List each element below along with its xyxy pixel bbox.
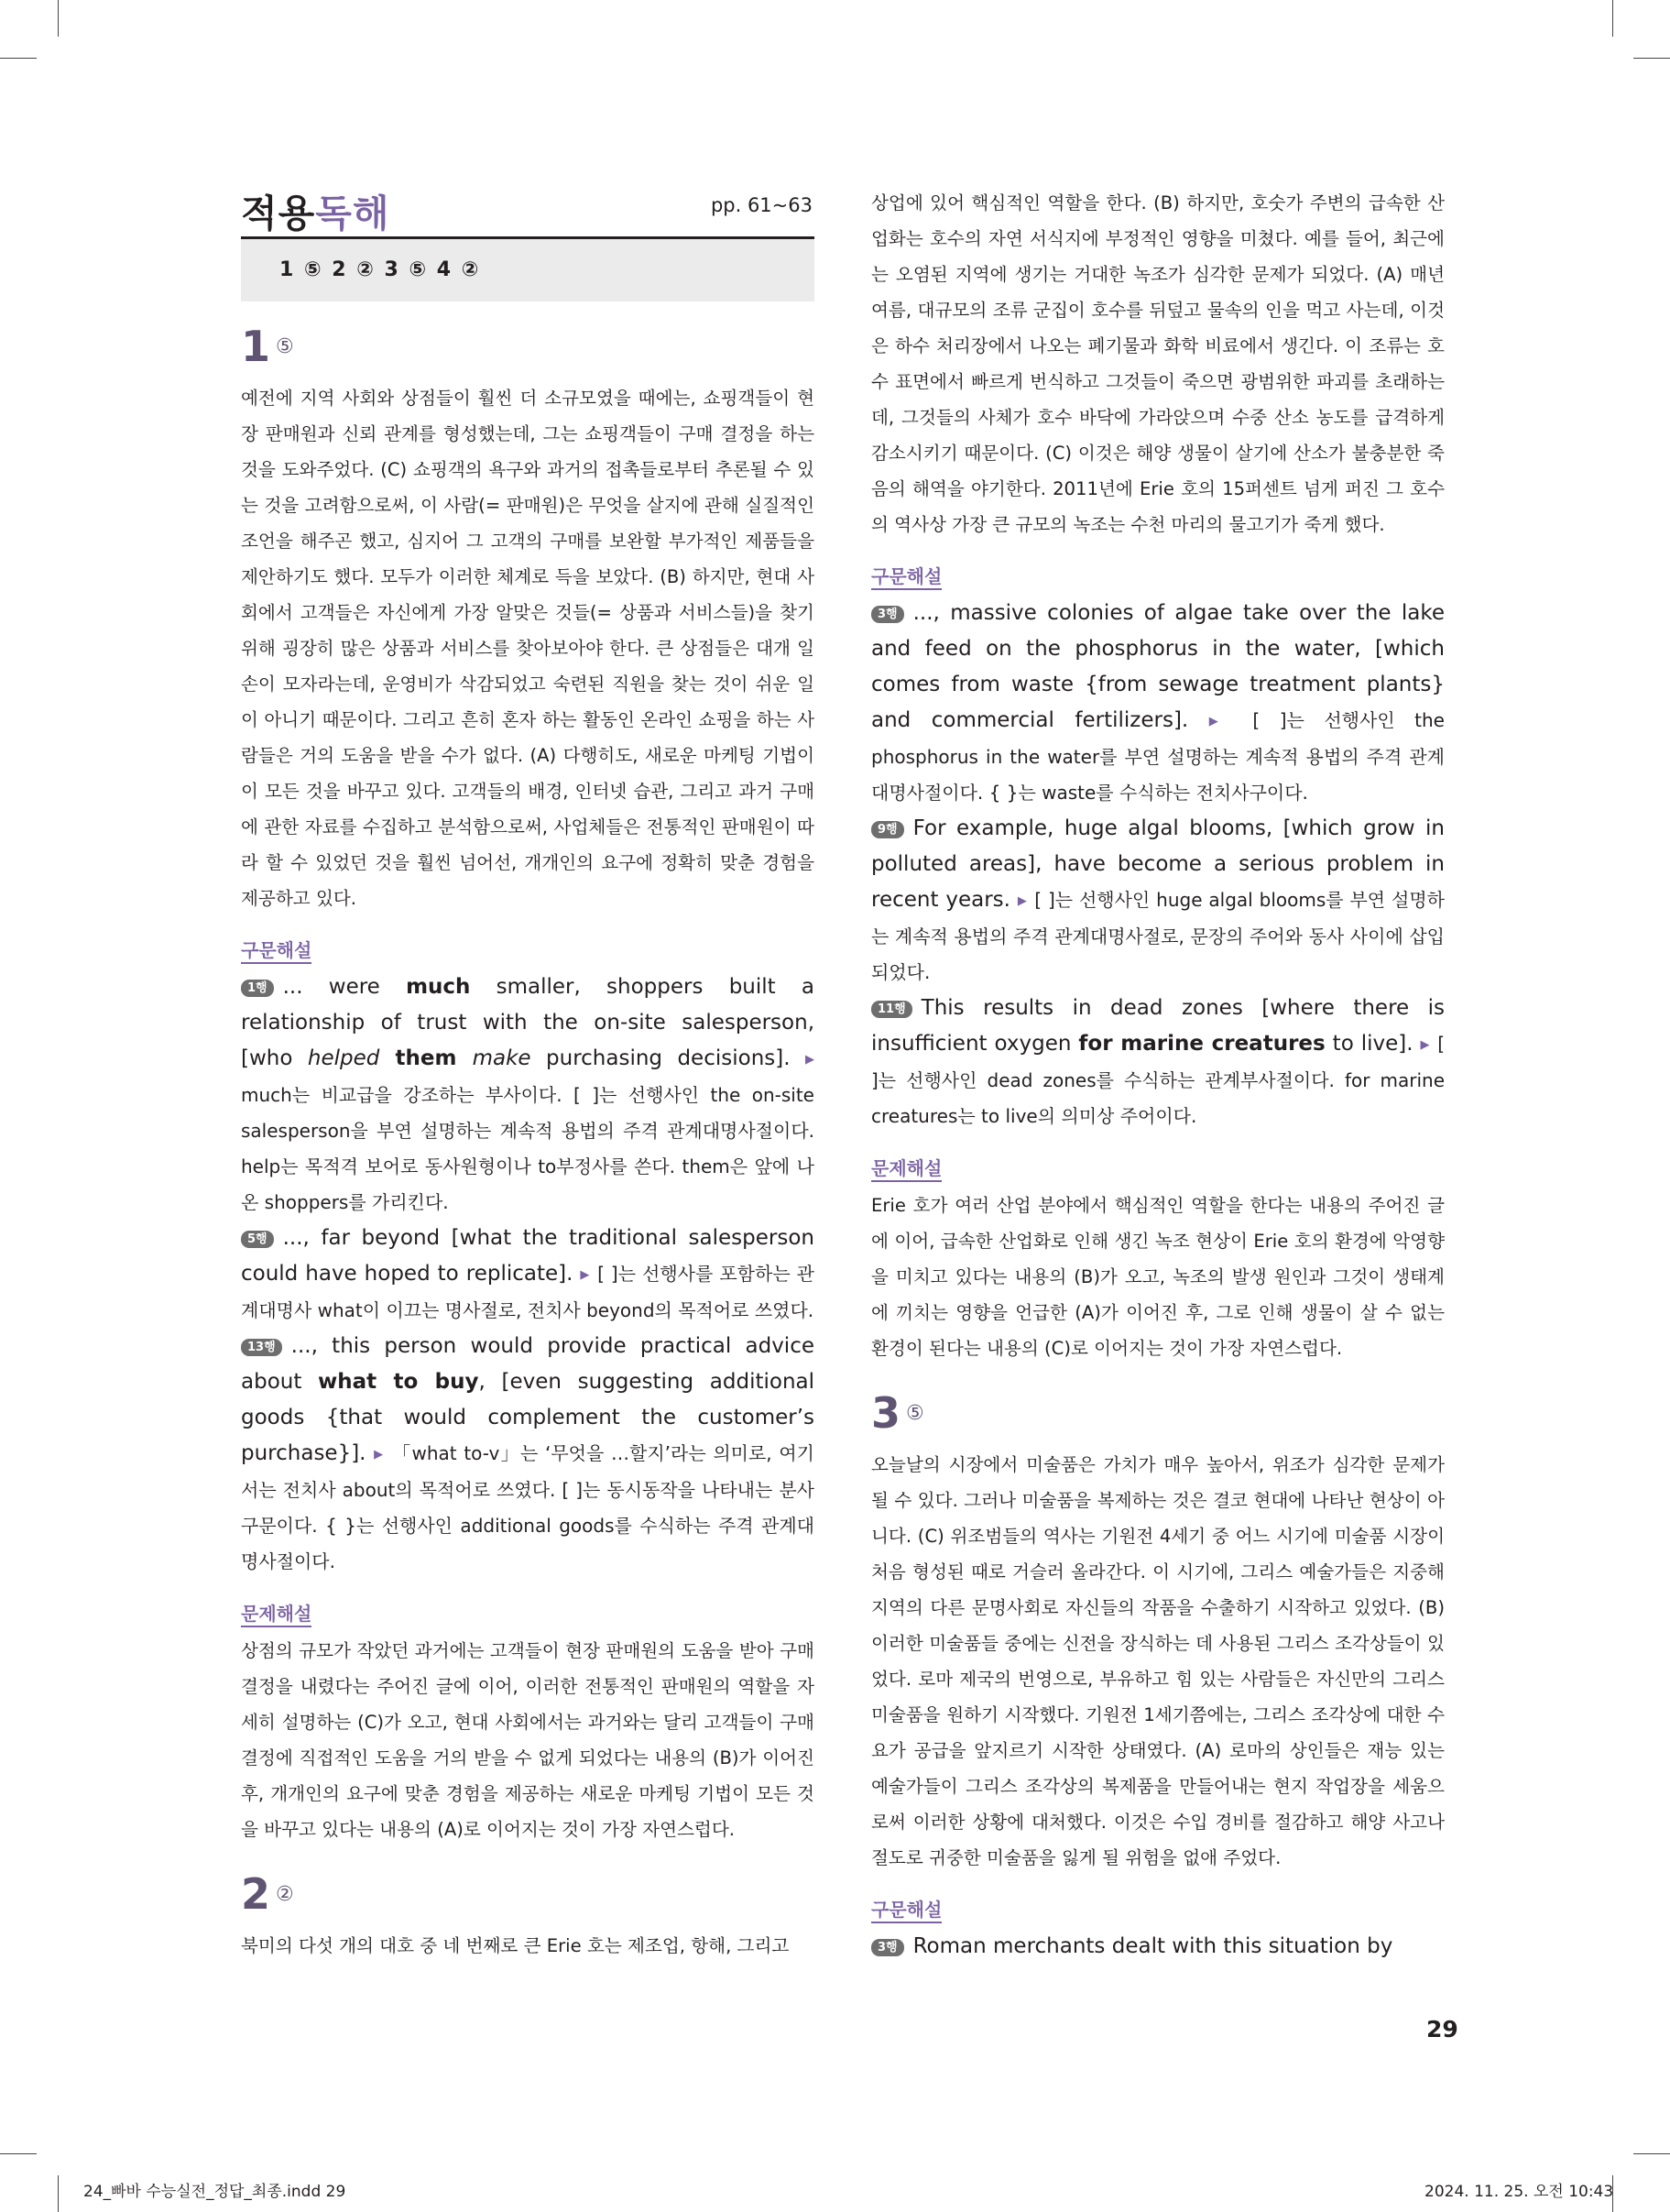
grammar-note: [ ]는 선행사인 the phosphorus in the water를 부연 설명하는 계속적 용법의 주격 관계대명사절이다. { }는 waste를 수식하는 전치사구이다. [871, 709, 1445, 804]
question-answer: ⑤ [906, 1401, 924, 1425]
line-tag: 1행 [241, 980, 274, 997]
solution-label: 문제해설 [871, 1156, 942, 1182]
section-header [241, 183, 814, 239]
triangle-icon: ▶ [580, 1268, 591, 1282]
q2-grammar-2 [871, 811, 1445, 991]
crop-mark [0, 58, 37, 59]
crop-mark [58, 2175, 59, 2212]
grammar-text: , [even suggesting additional goods {that would complement the customer’s purchase}]. [241, 1370, 815, 1465]
grammar-text: This results in dead zones [where there is insufficient oxygen [871, 996, 1445, 1056]
grammar-bold: what to buy [318, 1370, 479, 1394]
grammar-text: ... were [282, 975, 407, 999]
q1-grammar-2 [241, 1221, 814, 1329]
triangle-icon: ▶ [1208, 715, 1232, 728]
footer-timestamp: 2024. 11. 25. 오전 10:43 [1424, 2183, 1614, 2201]
triangle-icon: ▶ [374, 1448, 385, 1462]
title-part-1: 적용 [241, 192, 316, 235]
crop-mark [58, 0, 59, 37]
grammar-text: ..., massive colonies of algae take over the lake and feed on the phosphorus in the water, [which comes from waste {from sewage treatment plants} and commercial fertilizers]. [871, 601, 1445, 732]
page-number: 29 [1426, 2016, 1458, 2042]
grammar-label: 구문해설 [241, 938, 311, 964]
grammar-text: ..., far beyond [what the traditional salesperson could have hoped to replicate]. [241, 1226, 814, 1286]
grammar-text: ..., this person would provide practical advice about [241, 1334, 814, 1394]
footer-filename: 24_빠바 수능실전_정답_최종.indd 29 [83, 2183, 346, 2201]
question-3-header [871, 1388, 1445, 1438]
right-column [871, 183, 1445, 1965]
grammar-text: For example, huge algal blooms, [which grow in polluted areas], have become a serious problem in recent years. [871, 816, 1445, 912]
crop-mark [1612, 0, 1613, 37]
grammar-note: [ ]는 선행사인 huge algal blooms를 부연 설명하는 계속적 용법의 주격 관계대명사절로, 문장의 주어와 동사 사이에 삽입되었다. [871, 889, 1445, 983]
grammar-text: Roman merchants dealt with this situation by [912, 1934, 1393, 1958]
grammar-text: smaller, shoppers built a relationship of trust with the on-site salesperson, [who [241, 975, 814, 1070]
line-tag: 13행 [241, 1339, 282, 1356]
grammar-italic: helped [307, 1046, 380, 1070]
line-tag: 3행 [871, 606, 904, 623]
question-answer: ② [276, 1882, 294, 1906]
q2-translation-continued: 상업에 있어 핵심적인 역할을 한다. (B) 하지만, 호숫가 주변의 급속한 산업화는 호수의 자연 서식지에 부정적인 영향을 미쳤다. 예를 들어, 최근에는 오염된 지역에 생기는 거대한 녹조가 심각한 문제가 되었다. (A) 매년 여름, 대규모의 조류 군집이 호수를 뒤덮고 물속의 인을 먹고 사는데, 이것은 하수 처리장에서 나오는 폐기물과 화학 비료에서 생긴다. 이 조류는 호수 표면에서 빠르게 번식하고 그것들이 죽으면 광범위한 파괴를 초래하는데, 그것들의 사체가 호수 바닥에 가라앉으며 수중 산소 농도를 급격하게 감소시키기 때문이다. (C) 이것은 해양 생물이 살기에 산소가 불충분한 죽음의 해역을 야기한다. 2011년에 Erie 호의 15퍼센트 넘게 퍼진 그 호수의 역사상 가장 큰 규모의 녹조는 수천 마리의 물고기가 죽게 했다. [871, 192, 1445, 535]
line-tag: 9행 [871, 821, 904, 838]
q1-grammar-3 [241, 1329, 814, 1580]
solution-label: 문제해설 [241, 1602, 311, 1627]
section-title [241, 183, 389, 237]
q2-grammar-3 [871, 991, 1445, 1134]
line-tag: 3행 [871, 1939, 904, 1956]
grammar-note: [ ]는 선행사를 포함하는 관계대명사 what이 이끄는 명사절로, 전치사 beyond의 목적어로 쓰였다. [241, 1263, 814, 1321]
answer-key: 1 ⑤ 2 ② 3 ⑤ 4 ② [241, 239, 814, 301]
grammar-bold: them [379, 1046, 473, 1070]
crop-mark [1633, 2153, 1670, 2154]
grammar-note: [ ]는 선행사인 dead zones를 수식하는 관계부사절이다. for marine creatures는 to live의 의미상 주어이다. [871, 1033, 1446, 1127]
grammar-bold: much [406, 975, 471, 999]
crop-mark [1633, 58, 1670, 59]
grammar-label: 구문해설 [871, 1898, 942, 1923]
q1-solution: 상점의 규모가 작았던 과거에는 고객들이 현장 판매원의 도움을 받아 구매 결정을 내렸다는 주어진 글에 이어, 이러한 전통적인 판매원의 역할을 자세히 설명하는 (C)가 오고, 현대 사회에서는 과거와는 달리 고객들이 구매 결정에 직접적인 도움을 거의 받을 수 없게 되었다는 내용의 (B)가 이어진 후, 개개인의 요구에 맞춘 경험을 제공하는 새로운 마케팅 기법이 모든 것을 바꾸고 있다는 내용의 (A)로 이어지는 것이 가장 자연스럽다. [241, 1640, 814, 1840]
q3-translation: 오늘날의 시장에서 미술품은 가치가 매우 높아서, 위조가 심각한 문제가 될 수 있다. 그러나 미술품을 복제하는 것은 결코 현대에 나타난 현상이 아니다. (C) 위조범들의 역사는 기원전 4세기 중 어느 시기에 미술품 시장이 처음 형성된 때로 거슬러 올라간다. 이 시기에, 그리스 예술가들은 지중해 지역의 다른 문명사회로 자신들의 작품을 수출하기 시작하고 있었다. (B) 이러한 미술품들 중에는 신전을 장식하는 데 사용된 그리스 조각상들이 있었다. 로마 제국의 번영으로, 부유하고 힘 있는 사람들은 자신만의 그리스 미술품을 원하기 시작했다. 기원전 1세기쯤에는, 그리스 조각상에 대한 수요가 공급을 앞지르기 시작한 상태였다. (A) 로마의 상인들은 재능 있는 예술가들이 그리스 조각상의 복제품을 만들어내는 현지 작업장을 세움으로써 이러한 상황에 대처했다. 이것은 수입 경비를 절감하고 해양 사고나 절도로 귀중한 미술품을 잃게 될 위험을 없애 주었다. [871, 1454, 1445, 1868]
q1-translation: 예전에 지역 사회와 상점들이 훨씬 더 소규모였을 때에는, 쇼핑객들이 현장 판매원과 신뢰 관계를 형성했는데, 그는 쇼핑객들이 구매 결정을 하는 것을 도와주었다. (C) 쇼핑객의 욕구와 과거의 접촉들로부터 추론될 수 있는 것을 고려함으로써, 이 사람(= 판매원)은 무엇을 살지에 관해 실질적인 조언을 해주곤 했고, 심지어 그 고객의 구매를 보완할 부가적인 제품들을 제안하기도 했다. 모두가 이러한 체계로 득을 보았다. (B) 하지만, 현대 사회에서 고객들은 자신에게 가장 알맞은 것들(= 상품과 서비스들)을 찾기 위해 굉장히 많은 상품과 서비스를 찾아보아야 한다. 큰 상점들은 대개 일손이 모자라는데, 운영비가 삭감되었고 숙련된 직원을 찾는 것이 쉬운 일이 아니기 때문이다. 그리고 흔히 혼자 하는 활동인 온라인 쇼핑을 하는 사람들은 거의 도움을 받을 수가 없다. (A) 다행히도, 새로운 마케팅 기법이 이 모든 것을 바꾸고 있다. 고객들의 배경, 인터넷 습관, 그리고 과거 구매에 관한 자료를 수집하고 분석함으로써, 사업체들은 전통적인 판매원이 따라 할 수 있었던 것을 훨씬 넘어선, 개개인의 요구에 정확히 맞춘 경험을 제공하고 있다. [241, 388, 814, 909]
page-range: pp. 61~63 [710, 194, 813, 216]
q2-translation: 북미의 다섯 개의 대호 중 네 번째로 큰 Erie 호는 제조업, 항해, 그리고 [241, 1935, 790, 1956]
q1-grammar-1 [241, 969, 814, 1221]
question-answer: ⑤ [276, 334, 294, 358]
grammar-text: to live]. [1325, 1032, 1421, 1056]
q2-grammar-1 [871, 596, 1445, 811]
grammar-bold: for marine creatures [1078, 1032, 1326, 1056]
line-tag: 5행 [241, 1231, 274, 1248]
question-number: 2 [241, 1869, 271, 1919]
question-number: 3 [871, 1388, 901, 1438]
crop-mark [0, 2153, 37, 2154]
grammar-note: 「what to-v」는 ‘무엇을 …할지’라는 의미로, 여기서는 전치사 about의 목적어로 쓰였다. [ ]는 동시동작을 나타내는 분사구문이다. { }는 선행사인 additional goods를 수식하는 주격 관계대명사절이다. [241, 1442, 814, 1572]
line-tag: 11행 [871, 1001, 912, 1018]
grammar-text: purchasing decisions]. [530, 1046, 805, 1070]
q2-solution: Erie 호가 여러 산업 분야에서 핵심적인 역할을 한다는 내용의 주어진 글에 이어, 급속한 산업화로 인해 생긴 녹조 현상이 Erie 호의 환경에 악영향을 미치고 있다는 내용의 (B)가 오고, 녹조의 발생 원인과 그것이 생태계에 끼치는 영향을 언급한 (A)가 이어진 후, 그로 인해 생물이 살 수 없는 환경이 된다는 내용의 (C)로 이어지는 것이 가장 자연스럽다. [871, 1195, 1445, 1359]
q3-grammar-1 [871, 1929, 1445, 1965]
triangle-icon: ▶ [805, 1053, 814, 1067]
left-column [241, 183, 814, 1964]
question-2-header [241, 1869, 814, 1919]
question-number: 1 [241, 322, 271, 371]
title-part-2: 독해 [315, 192, 390, 235]
grammar-italic: make [472, 1046, 531, 1070]
triangle-icon: ▶ [1420, 1038, 1431, 1052]
triangle-icon: ▶ [1017, 894, 1028, 908]
grammar-label: 구문해설 [871, 564, 942, 590]
question-1-header [241, 322, 814, 371]
grammar-note: much는 비교급을 강조하는 부사이다. [ ]는 선행사인 the on-site salesperson을 부연 설명하는 계속적 용법의 주격 관계대명사절이다. help는 목적격 보어로 동사원형이나 to부정사를 쓴다. them은 앞에 나온 shoppers를 가리킨다. [241, 1084, 814, 1213]
